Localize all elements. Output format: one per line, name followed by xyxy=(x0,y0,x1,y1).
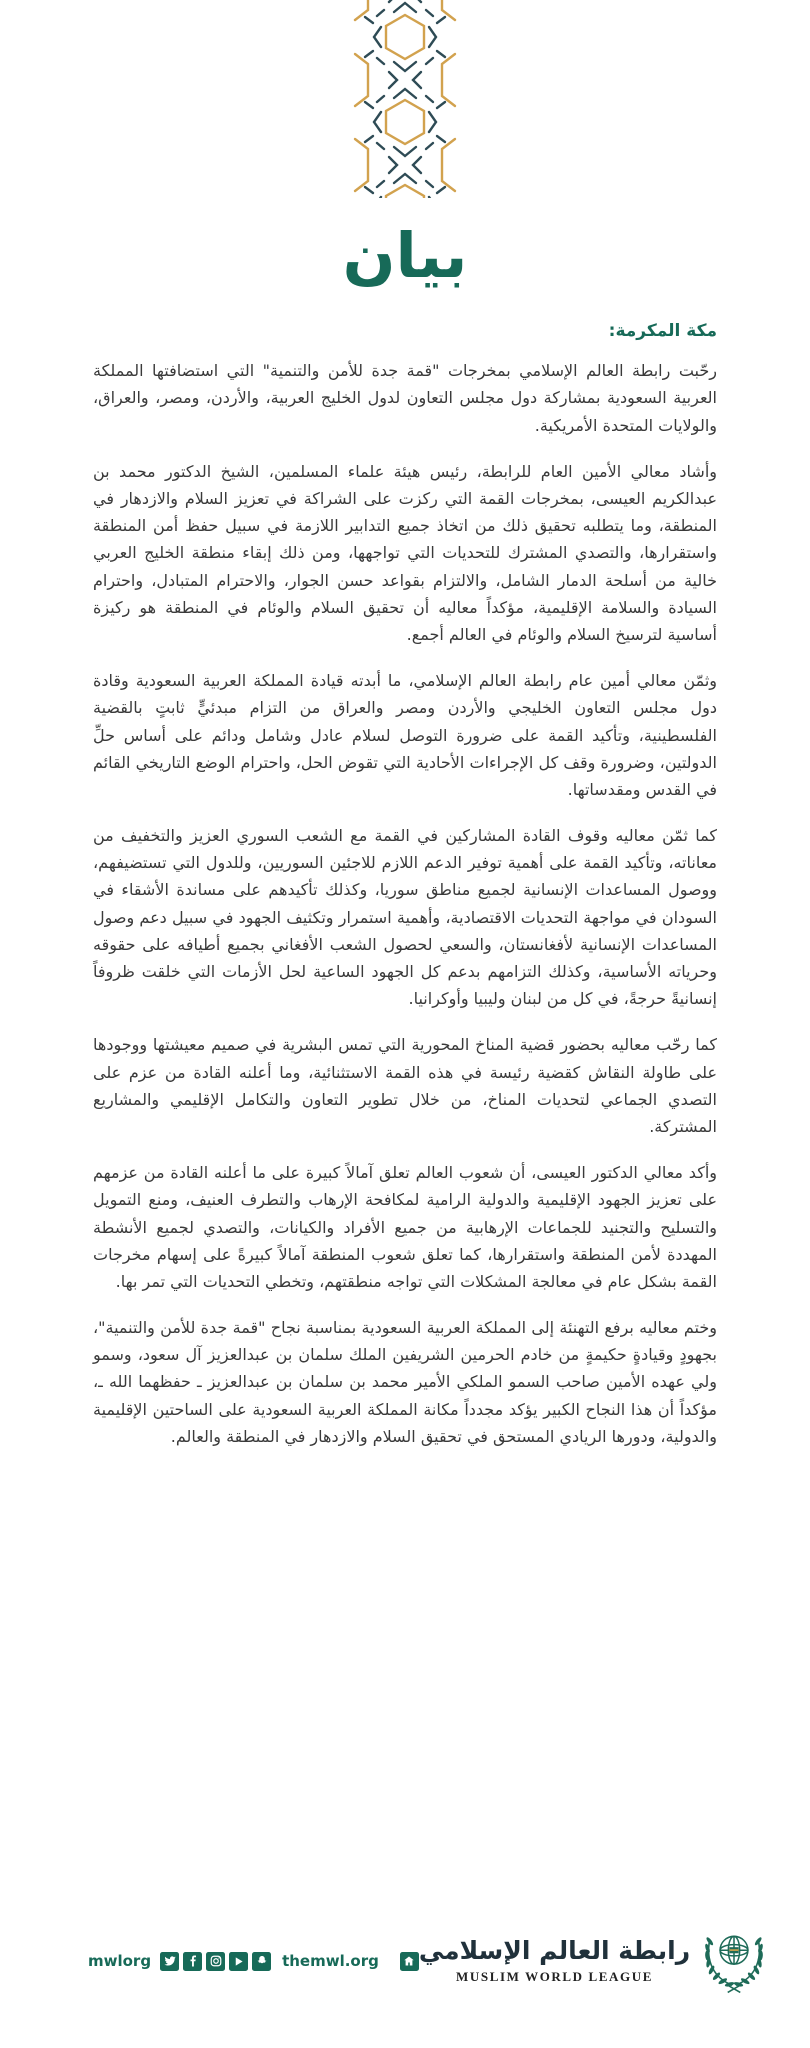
snapchat-icon[interactable] xyxy=(252,1952,271,1971)
website-link[interactable]: themwl.org xyxy=(282,1952,379,1970)
geometric-pattern-icon xyxy=(353,0,457,198)
page-title: بيان xyxy=(342,219,468,292)
home-icon[interactable] xyxy=(400,1952,419,1971)
social-handle: mwlorg xyxy=(88,1952,152,1970)
masthead xyxy=(0,0,810,291)
statement-paragraph: كما رحّب معاليه بحضور قضية المناخ المحورية التي تمس البشرية في صميم معيشتها ووجودها على طاولة النقاش كقضية رئيسة في هذه القمة الاستثنائية، وما أعلنه القادة من عزم على التصدي الجماعي لتحديات المناخ، من خلال تطوير التعاون والتكامل الإقليمي والمشاريع المشتركة. xyxy=(93,1035,717,1136)
facebook-icon[interactable] xyxy=(183,1952,202,1971)
dateline: مكة المكرمة: xyxy=(608,321,717,342)
footer xyxy=(0,1926,810,1996)
statement-paragraph: رحّبت رابطة العالم الإسلامي بمخرجات "قمة جدة للأمن والتنمية" التي استضافتها المملكة العربية السعودية بمشاركة دول مجلس التعاون لدول الخليج العربية، والأردن، ومصر، والعراق، والولايات المتحدة الأمريكية. xyxy=(93,361,717,435)
statement-paragraph: وثمّن معالي أمين عام رابطة العالم الإسلامي، ما أبدته قيادة المملكة العربية السعودية وقادة دول مجلس التعاون الخليجي والأردن ومصر والعراق من التزام مبدئيٍّ ثابتٍ بالقضية الفلسطينية، وتأكيد القمة على ضرورة التوصل لسلام عادل وشامل ودائم على أساس حلِّ الدولتين، وضرورة وقف كل الإجراءات الأحادية التي تقوض الحل، واحترام الوضع التاريخي القائم في القدس ومقدساتها. xyxy=(93,671,717,799)
footer-social-bar xyxy=(88,1952,419,1971)
youtube-icon[interactable] xyxy=(229,1952,248,1971)
statement-paragraph: وأشاد معالي الأمين العام للرابطة، رئيس هيئة علماء المسلمين، الشيخ الدكتور محمد بن عبدالكريم العيسى، بمخرجات القمة التي ركزت على الشراكة في تعزيز السلام والازدهار في المنطقة، وما يتطلبه تحقيق ذلك من اتخاذ جميع التدابير اللازمة في سبيل حفظ أمن المنطقة واستقرارها، والتصدي المشترك للتحديات التي تواجهها، ومن ذلك إبقاء منطقة الخليج العربي خالية من أسلحة الدمار الشامل، والالتزام بقواعد حسن الجوار، والاحترام المتبادل، واحترام السيادة والسلامة الإقليمية، مؤكداً معاليه أن تحقيق السلام والوئام في المنطقة هو ركيزة أساسية لترسيخ السلام والوئام في العالم أجمع. xyxy=(93,461,717,644)
mwl-arabic-name: رابطة العالم الإسلامي xyxy=(418,1936,691,1966)
social-icons xyxy=(160,1952,271,1971)
mwl-logo xyxy=(419,1926,770,1996)
statement-body xyxy=(93,357,717,1450)
mwl-emblem-icon xyxy=(698,1926,770,1996)
mwl-english-name: MUSLIM WORLD LEAGUE xyxy=(456,1968,654,1984)
statement-content xyxy=(0,321,810,1469)
mwl-logo-text xyxy=(419,1937,690,1985)
statement-paragraph: وختم معاليه برفع التهنئة إلى المملكة العربية السعودية بمناسبة نجاح "قمة جدة للأمن والتنمية"، بجهودٍ وقيادةٍ حكيمةٍ من خادم الحرمين الشريفين الملك سلمان بن عبدالعزيز آل سعود، وسمو ولي عهده الأمين صاحب السمو الملكي الأمير محمد بن سلمان بن عبدالعزيز ـ حفظهما الله ـ، مؤكداً أن هذا النجاح الكبير يؤكد مجدداً مكانة المملكة العربية السعودية على الساحتين الإقليمية والدولية، ودورها الريادي المستحق في تحقيق السلام والازدهار في المنطقة والعالم. xyxy=(93,1318,717,1446)
statement-paragraph: وأكد معالي الدكتور العيسى، أن شعوب العالم تعلق آمالاً كبيرة على ما أعلنه القادة من عزمهم على تعزيز الجهود الإقليمية والدولية الرامية لمكافحة الإرهاب والتطرف العنيف، ومنع التمويل والتسليح والتجنيد للجماعات الإرهابية من جميع الأفراد والكيانات، والتصدي لجميع الأنشطة المهددة لأمن المنطقة واستقرارها، كما تعلق شعوب المنطقة آمالاً كبيرةً على إسهام مخرجات القمة بشكل عام في معالجة المشكلات التي تواجه منطقتهم، وتخطي التحديات التي تمر بها. xyxy=(93,1163,717,1291)
twitter-icon[interactable] xyxy=(160,1952,179,1971)
instagram-icon[interactable] xyxy=(206,1952,225,1971)
statement-paragraph: كما ثمّن معاليه وقوف القادة المشاركين في القمة مع الشعب السوري العزيز والتخفيف من معاناته، وتأكيد القمة على أهمية توفير الدعم اللازم للاجئين السوريين، وللدول التي تستضيفهم، ووصول المساعدات الإنسانية لجميع مناطق سوريا، وكذلك تأكيدهم على مساندة الأشقاء في السودان في مواجهة التحديات الاقتصادية، وأهمية استمرار وتكثيف الجهود في سبيل دعم وصول المساعدات الإنسانية لأفغانستان، والسعي لحصول الشعب الأفغاني بجميع أطيافه على حقوقه وحرياته الأساسية، وكذلك التزامهم بدعم كل الجهود الساعية لحل الأزمات التي خلقت ظروفاً إنسانيةً حرجةً، في كل من لبنان وليبيا وأوكرانيا. xyxy=(93,826,717,1009)
